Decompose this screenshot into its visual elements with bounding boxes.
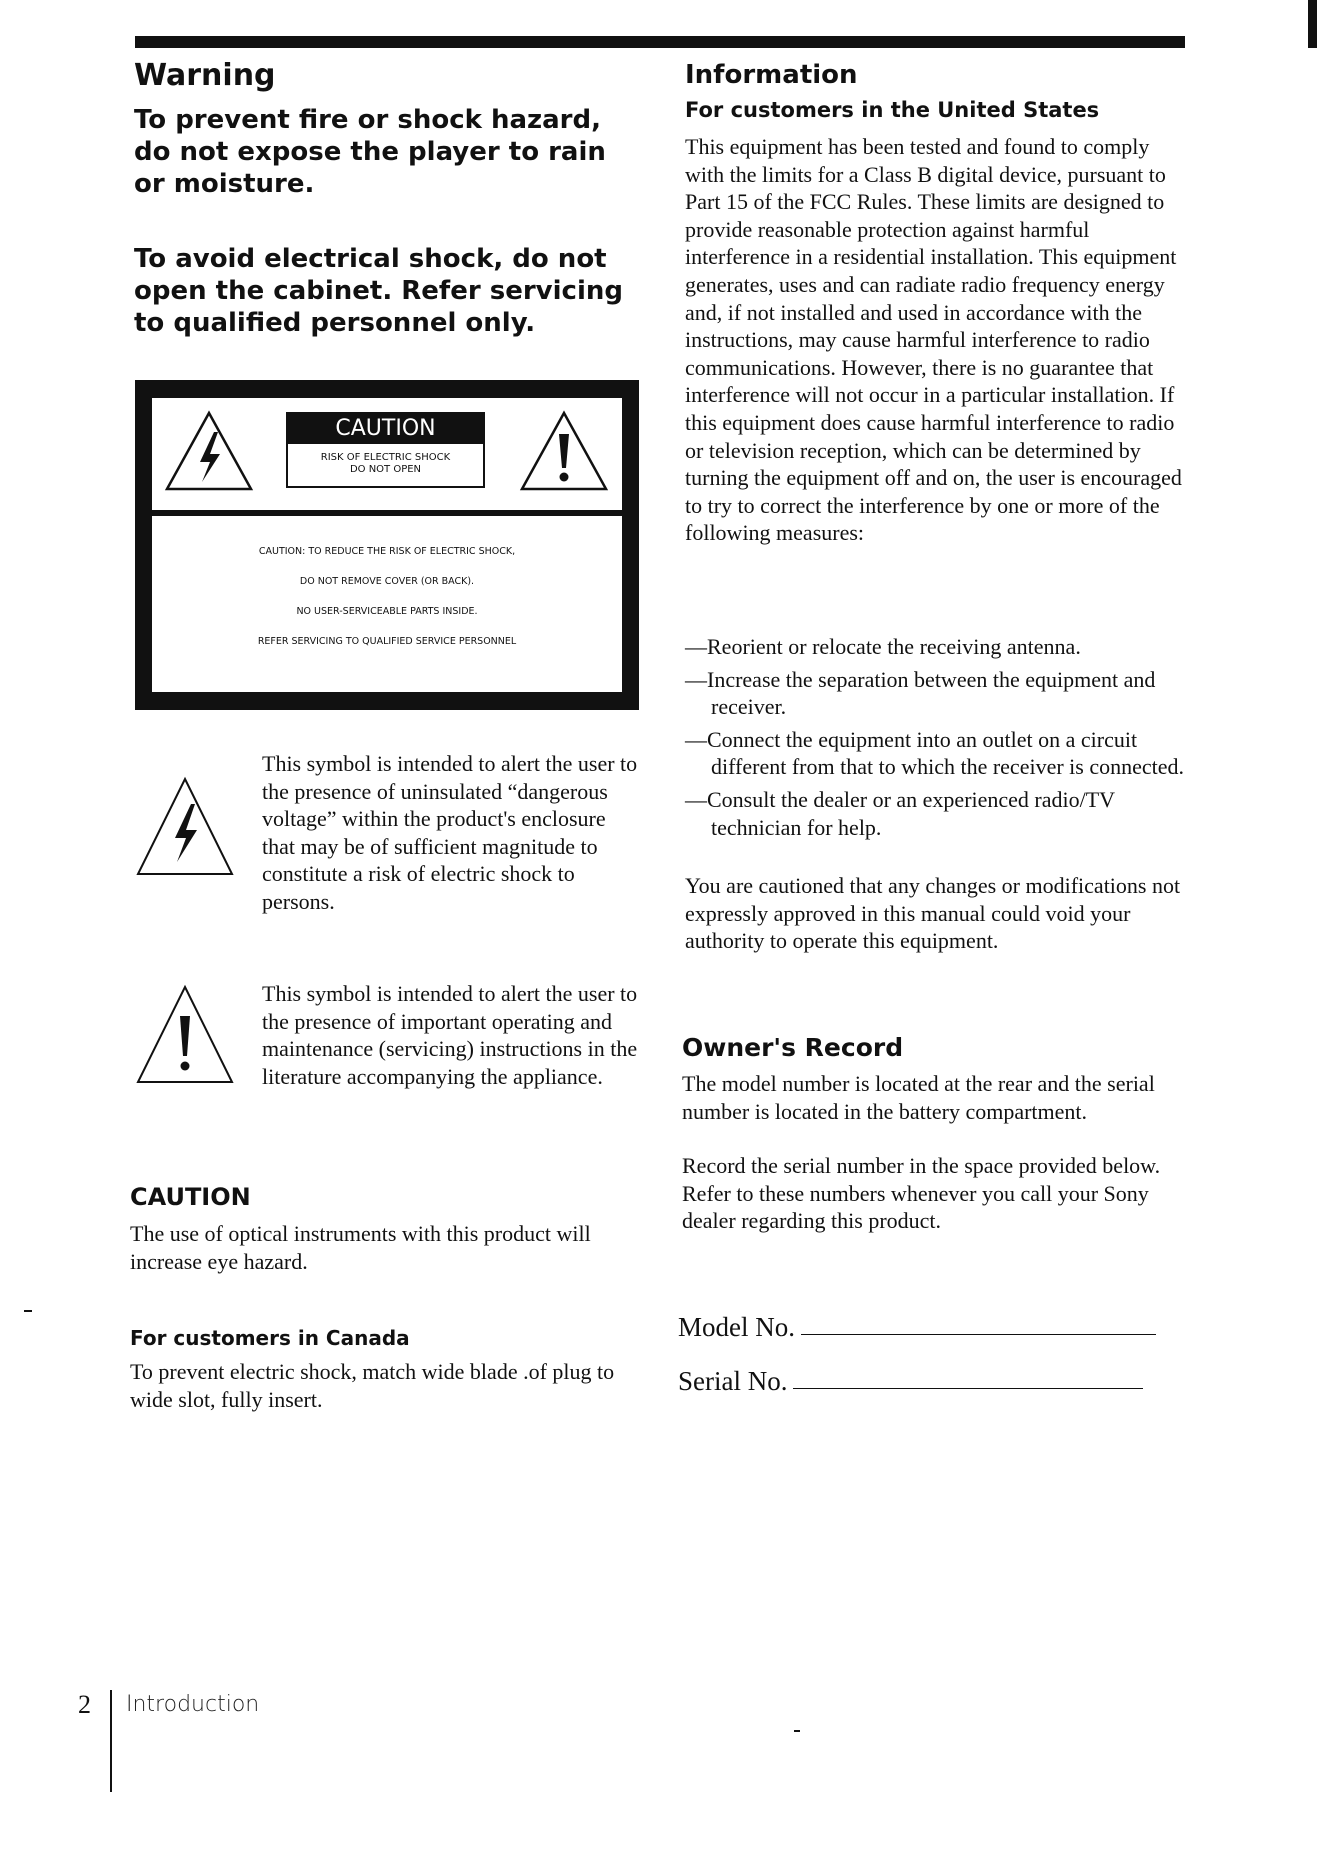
warning-title: Warning <box>134 58 276 93</box>
serial-number-label: Serial No. <box>678 1366 788 1396</box>
fcc-measures-list <box>685 633 1185 846</box>
information-title: Information <box>685 60 858 90</box>
fcc-statement: This equipment has been tested and found to comply with the limits for a Class B digital device, pursuant to Part 15 of the FCC Rules. These limits are designed to provide reasonable protection against harmful interference in a residential installation. This equipment generates, uses and can radiate radio frequency energy and, if not installed and used in accordance with the instructions, may cause harmful interference to radio communications. However, there is no guarantee that interference will not occur in a particular installation. If this equipment does cause harmful interference to radio or television reception, which can be determined by turning the equipment off and on, the user is encouraged to try to correct the interference by one or more of the following measures: <box>685 134 1182 546</box>
warning-shock-text: To avoid electrical shock, do not open the cabinet. Refer servicing to qualified personnel only. <box>134 244 623 338</box>
lightning-symbol-text: This symbol is intended to alert the user to the presence of uninsulated “dangerous voltage” within the product's enclosure that may be of sufficient magnitude to constitute a risk of electric shock to persons. <box>262 751 638 914</box>
caution-title: CAUTION <box>130 1183 251 1211</box>
list-item: —Increase the separation between the equipment and receiver. <box>685 666 1156 720</box>
top-rule <box>135 36 1185 48</box>
serial-number-line[interactable] <box>793 1387 1143 1389</box>
exclamation-warning-icon <box>519 410 609 492</box>
caution-banner-sub2: DO NOT OPEN <box>349 464 422 475</box>
serial-number-field <box>678 1366 1143 1397</box>
exclamation-symbol-text: This symbol is intended to alert the user to the presence of important operating and maintenance (servicing) instructions in the literature accompanying the appliance. <box>262 981 638 1089</box>
caution-banner-heading: CAUTION <box>288 414 483 444</box>
scan-mark <box>794 1730 800 1732</box>
caution-text: The use of optical instruments with this product will increase eye hazard. <box>130 1221 591 1274</box>
list-item: —Reorient or relocate the receiving antenna. <box>685 634 1081 659</box>
caution-label-line: REFER SERVICING TO QUALIFIED SERVICE PERSONNEL <box>257 636 517 647</box>
model-number-field <box>678 1312 1156 1343</box>
owners-record-text: The model number is located at the rear and the serial number is located in the battery compartment. <box>682 1071 1155 1124</box>
us-customers-title: For customers in the United States <box>685 98 1100 122</box>
caution-label-top <box>152 398 622 510</box>
caution-banner-sub1: RISK OF ELECTRIC SHOCK <box>320 452 451 463</box>
page-number: 2 <box>78 1690 91 1719</box>
model-number-label: Model No. <box>678 1312 795 1342</box>
caution-label-line: DO NOT REMOVE COVER (OR BACK). <box>299 576 475 587</box>
canada-title: For customers in Canada <box>130 1326 410 1350</box>
scan-mark <box>24 1310 32 1312</box>
list-item: —Connect the equipment into an outlet on a circuit different from that to which the receiver is connected. <box>685 726 1185 780</box>
section-name: Introduction <box>126 1692 260 1717</box>
canada-text: To prevent electric shock, match wide blade .of plug to wide slot, fully insert. <box>130 1359 615 1412</box>
edge-mark <box>1308 0 1317 48</box>
caution-label-line: CAUTION: TO REDUCE THE RISK OF ELECTRIC SHOCK, <box>258 546 516 557</box>
lightning-symbol-icon <box>135 776 235 878</box>
owners-record-title: Owner's Record <box>682 1033 904 1062</box>
footer-rule <box>110 1690 112 1792</box>
list-item: —Consult the dealer or an experienced radio/TV technician for help. <box>685 786 1115 840</box>
modification-caution: You are cautioned that any changes or modifications not expressly approved in this manual could void your authority to operate this equipment. <box>685 873 1181 954</box>
caution-label-bottom <box>152 516 622 692</box>
lightning-warning-icon <box>164 410 254 492</box>
warning-fire-text: To prevent fire or shock hazard, do not expose the player to rain or moisture. <box>134 105 606 199</box>
owners-record-instructions: Record the serial number in the space provided below. Refer to these numbers whenever you call your Sony dealer regarding this product. <box>682 1153 1161 1234</box>
model-number-line[interactable] <box>801 1333 1156 1335</box>
exclamation-symbol-icon <box>135 984 235 1086</box>
caution-banner <box>286 412 485 488</box>
caution-label-line: NO USER-SERVICEABLE PARTS INSIDE. <box>296 606 478 617</box>
caution-label-box <box>135 380 639 710</box>
